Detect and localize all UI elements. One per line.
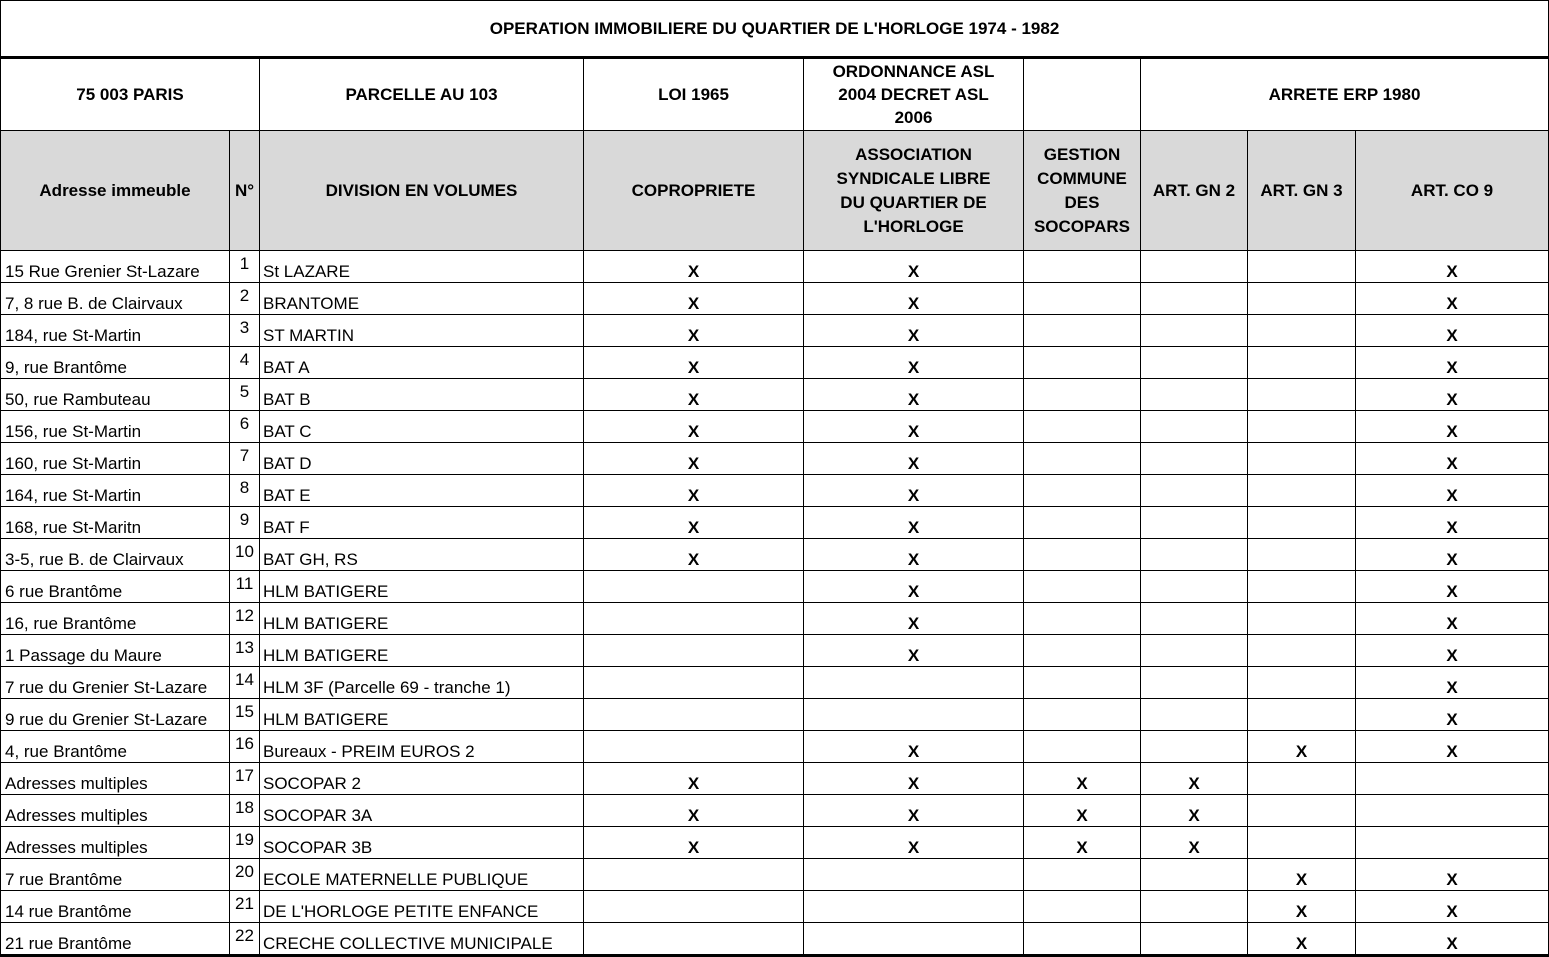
cell-division: BAT A <box>260 347 584 379</box>
table-row <box>1 827 1549 859</box>
table-row <box>1 763 1549 795</box>
cell-gn3-mark: X <box>1248 731 1356 763</box>
cell-co9-mark: X <box>1356 859 1549 891</box>
header-row-2 <box>1 131 1549 251</box>
cell-address: 7 rue Brantôme <box>1 859 230 891</box>
cell-gestion-mark: X <box>1024 763 1141 795</box>
table-row <box>1 731 1549 763</box>
title-row <box>1 1 1549 58</box>
cell-gn3-mark <box>1248 411 1356 443</box>
cell-division: SOCOPAR 3A <box>260 795 584 827</box>
cell-co9-mark: X <box>1356 411 1549 443</box>
cell-co9-mark: X <box>1356 507 1549 539</box>
cell-gestion-mark <box>1024 283 1141 315</box>
table-row <box>1 795 1549 827</box>
cell-num: 6 <box>230 411 260 443</box>
cell-address: 3-5, rue B. de Clairvaux <box>1 539 230 571</box>
cell-division: DE L'HORLOGE PETITE ENFANCE <box>260 891 584 923</box>
cell-gestion-mark <box>1024 251 1141 283</box>
cell-num: 2 <box>230 283 260 315</box>
cell-division: HLM BATIGERE <box>260 699 584 731</box>
cell-gn2-mark <box>1141 251 1248 283</box>
cell-copro-mark <box>584 635 804 667</box>
cell-gn2-mark <box>1141 923 1248 956</box>
cell-gestion-mark <box>1024 507 1141 539</box>
table-row <box>1 635 1549 667</box>
cell-gn2-mark: X <box>1141 827 1248 859</box>
cell-gn2-mark <box>1141 411 1248 443</box>
cell-division: Bureaux - PREIM EUROS 2 <box>260 731 584 763</box>
cell-num: 18 <box>230 795 260 827</box>
cell-gestion-mark <box>1024 923 1141 956</box>
cell-num: 21 <box>230 891 260 923</box>
header-row-1 <box>1 58 1549 131</box>
cell-copro-mark: X <box>584 443 804 475</box>
cell-copro-mark: X <box>584 347 804 379</box>
cell-gn2-mark <box>1141 859 1248 891</box>
cell-division: BAT D <box>260 443 584 475</box>
cell-gn3-mark <box>1248 507 1356 539</box>
table-row <box>1 923 1549 956</box>
cell-gn2-mark <box>1141 699 1248 731</box>
cell-gestion-mark <box>1024 667 1141 699</box>
cell-num: 16 <box>230 731 260 763</box>
cell-gn2-mark <box>1141 315 1248 347</box>
cell-num: 12 <box>230 603 260 635</box>
cell-co9-mark: X <box>1356 539 1549 571</box>
cell-address: 164, rue St-Martin <box>1 475 230 507</box>
cell-asl-mark: X <box>804 795 1024 827</box>
cell-gn3-mark <box>1248 827 1356 859</box>
cell-co9-mark <box>1356 795 1549 827</box>
cell-asl-mark: X <box>804 443 1024 475</box>
col-address: Adresse immeuble <box>1 131 230 251</box>
cell-gestion-mark <box>1024 859 1141 891</box>
table-row <box>1 411 1549 443</box>
cell-gn3-mark <box>1248 315 1356 347</box>
table-title: OPERATION IMMOBILIERE DU QUARTIER DE L'HORLOGE 1974 - 1982 <box>1 1 1549 58</box>
table-row <box>1 251 1549 283</box>
cell-asl-mark: X <box>804 635 1024 667</box>
cell-address: 160, rue St-Martin <box>1 443 230 475</box>
cell-division: St LAZARE <box>260 251 584 283</box>
cell-gn3-mark <box>1248 539 1356 571</box>
cell-gn3-mark <box>1248 635 1356 667</box>
cell-division: BAT C <box>260 411 584 443</box>
cell-gn2-mark <box>1141 571 1248 603</box>
cell-num: 5 <box>230 379 260 411</box>
cell-division: ECOLE MATERNELLE PUBLIQUE <box>260 859 584 891</box>
cell-gn2-mark: X <box>1141 763 1248 795</box>
cell-gn2-mark <box>1141 475 1248 507</box>
cell-gestion-mark <box>1024 635 1141 667</box>
header-city: 75 003 PARIS <box>1 58 260 131</box>
cell-co9-mark: X <box>1356 635 1549 667</box>
cell-co9-mark <box>1356 827 1549 859</box>
cell-gn3-mark <box>1248 251 1356 283</box>
cell-gn2-mark <box>1141 891 1248 923</box>
cell-address: 7, 8 rue B. de Clairvaux <box>1 283 230 315</box>
cell-asl-mark <box>804 859 1024 891</box>
cell-address: 4, rue Brantôme <box>1 731 230 763</box>
cell-asl-mark <box>804 699 1024 731</box>
cell-address: 7 rue du Grenier St-Lazare <box>1 667 230 699</box>
table-row <box>1 571 1549 603</box>
cell-division: HLM 3F (Parcelle 69 - tranche 1) <box>260 667 584 699</box>
cell-division: SOCOPAR 3B <box>260 827 584 859</box>
table-row <box>1 859 1549 891</box>
cell-copro-mark: X <box>584 315 804 347</box>
cell-asl-mark: X <box>804 571 1024 603</box>
cell-gn2-mark: X <box>1141 795 1248 827</box>
col-co9: ART. CO 9 <box>1356 131 1549 251</box>
cell-address: 21 rue Brantôme <box>1 923 230 956</box>
table-row <box>1 603 1549 635</box>
cell-gn3-mark <box>1248 571 1356 603</box>
cell-address: 16, rue Brantôme <box>1 603 230 635</box>
cell-asl-mark: X <box>804 603 1024 635</box>
cell-num: 10 <box>230 539 260 571</box>
cell-division: BAT E <box>260 475 584 507</box>
cell-copro-mark: X <box>584 539 804 571</box>
cell-asl-mark: X <box>804 347 1024 379</box>
cell-address: 50, rue Rambuteau <box>1 379 230 411</box>
col-number: N° <box>230 131 260 251</box>
cell-co9-mark: X <box>1356 731 1549 763</box>
table-row <box>1 347 1549 379</box>
cell-copro-mark: X <box>584 411 804 443</box>
cell-copro-mark: X <box>584 827 804 859</box>
cell-gn3-mark: X <box>1248 923 1356 956</box>
cell-gestion-mark <box>1024 475 1141 507</box>
cell-num: 8 <box>230 475 260 507</box>
cell-gn3-mark <box>1248 475 1356 507</box>
cell-copro-mark <box>584 699 804 731</box>
cell-asl-mark: X <box>804 507 1024 539</box>
cell-copro-mark <box>584 859 804 891</box>
cell-co9-mark: X <box>1356 923 1549 956</box>
cell-co9-mark: X <box>1356 475 1549 507</box>
cell-gestion-mark <box>1024 315 1141 347</box>
cell-division: SOCOPAR 2 <box>260 763 584 795</box>
cell-asl-mark <box>804 923 1024 956</box>
cell-division: HLM BATIGERE <box>260 603 584 635</box>
cell-gn3-mark <box>1248 379 1356 411</box>
cell-copro-mark <box>584 603 804 635</box>
cell-num: 22 <box>230 923 260 956</box>
cell-gn2-mark <box>1141 283 1248 315</box>
table-row <box>1 283 1549 315</box>
cell-gn3-mark: X <box>1248 859 1356 891</box>
cell-asl-mark: X <box>804 827 1024 859</box>
cell-copro-mark <box>584 923 804 956</box>
cell-gn3-mark <box>1248 667 1356 699</box>
cell-address: Adresses multiples <box>1 795 230 827</box>
cell-co9-mark <box>1356 763 1549 795</box>
table-row <box>1 667 1549 699</box>
col-asl: ASSOCIATION SYNDICALE LIBRE DU QUARTIER DE L'HORLOGE <box>804 131 1024 251</box>
cell-copro-mark <box>584 731 804 763</box>
cell-copro-mark: X <box>584 251 804 283</box>
cell-gestion-mark: X <box>1024 827 1141 859</box>
cell-co9-mark: X <box>1356 315 1549 347</box>
cell-asl-mark <box>804 891 1024 923</box>
cell-address: 9 rue du Grenier St-Lazare <box>1 699 230 731</box>
cell-division: HLM BATIGERE <box>260 635 584 667</box>
cell-copro-mark: X <box>584 507 804 539</box>
header-empty <box>1024 58 1141 131</box>
cell-gn3-mark <box>1248 795 1356 827</box>
cell-gestion-mark <box>1024 603 1141 635</box>
cell-copro-mark <box>584 667 804 699</box>
cell-asl-mark: X <box>804 539 1024 571</box>
cell-num: 15 <box>230 699 260 731</box>
header-law: LOI 1965 <box>584 58 804 131</box>
col-gn3: ART. GN 3 <box>1248 131 1356 251</box>
cell-num: 14 <box>230 667 260 699</box>
cell-gestion-mark <box>1024 379 1141 411</box>
cell-gn3-mark <box>1248 603 1356 635</box>
cell-asl-mark <box>804 667 1024 699</box>
cell-asl-mark: X <box>804 315 1024 347</box>
cell-gn3-mark <box>1248 763 1356 795</box>
cell-num: 20 <box>230 859 260 891</box>
cell-num: 7 <box>230 443 260 475</box>
cell-gn2-mark <box>1141 731 1248 763</box>
cell-address: 14 rue Brantôme <box>1 891 230 923</box>
table-row <box>1 507 1549 539</box>
col-division: DIVISION EN VOLUMES <box>260 131 584 251</box>
cell-num: 4 <box>230 347 260 379</box>
cell-gn2-mark <box>1141 539 1248 571</box>
col-gn2: ART. GN 2 <box>1141 131 1248 251</box>
cell-gestion-mark: X <box>1024 795 1141 827</box>
cell-division: BAT F <box>260 507 584 539</box>
cell-num: 11 <box>230 571 260 603</box>
cell-address: 9, rue Brantôme <box>1 347 230 379</box>
cell-num: 13 <box>230 635 260 667</box>
table-row <box>1 379 1549 411</box>
col-gestion: GESTION COMMUNE DES SOCOPARS <box>1024 131 1141 251</box>
cell-asl-mark: X <box>804 251 1024 283</box>
cell-address: 184, rue St-Martin <box>1 315 230 347</box>
table-row <box>1 539 1549 571</box>
cell-address: 1 Passage du Maure <box>1 635 230 667</box>
cell-copro-mark <box>584 571 804 603</box>
cell-gn3-mark <box>1248 699 1356 731</box>
cell-co9-mark: X <box>1356 891 1549 923</box>
cell-copro-mark <box>584 891 804 923</box>
cell-gestion-mark <box>1024 891 1141 923</box>
header-erp: ARRETE ERP 1980 <box>1141 58 1549 131</box>
cell-address: 15 Rue Grenier St-Lazare <box>1 251 230 283</box>
cell-num: 19 <box>230 827 260 859</box>
cell-gestion-mark <box>1024 571 1141 603</box>
table-row <box>1 315 1549 347</box>
cell-address: 6 rue Brantôme <box>1 571 230 603</box>
cell-co9-mark: X <box>1356 667 1549 699</box>
cell-asl-mark: X <box>804 411 1024 443</box>
cell-co9-mark: X <box>1356 251 1549 283</box>
cell-gn2-mark <box>1141 443 1248 475</box>
cell-gn3-mark <box>1248 283 1356 315</box>
cell-address: Adresses multiples <box>1 763 230 795</box>
cell-division: ST MARTIN <box>260 315 584 347</box>
cell-gestion-mark <box>1024 411 1141 443</box>
cell-address: Adresses multiples <box>1 827 230 859</box>
cell-co9-mark: X <box>1356 603 1549 635</box>
cell-gn2-mark <box>1141 507 1248 539</box>
cell-gestion-mark <box>1024 539 1141 571</box>
cell-gn2-mark <box>1141 667 1248 699</box>
table-row <box>1 891 1549 923</box>
cell-co9-mark: X <box>1356 699 1549 731</box>
cell-num: 9 <box>230 507 260 539</box>
cell-asl-mark: X <box>804 763 1024 795</box>
cell-address: 168, rue St-Maritn <box>1 507 230 539</box>
cell-asl-mark: X <box>804 379 1024 411</box>
cell-asl-mark: X <box>804 283 1024 315</box>
cell-gn2-mark <box>1141 635 1248 667</box>
cell-division: BAT GH, RS <box>260 539 584 571</box>
cell-asl-mark: X <box>804 731 1024 763</box>
cell-co9-mark: X <box>1356 283 1549 315</box>
cell-co9-mark: X <box>1356 443 1549 475</box>
cell-copro-mark: X <box>584 475 804 507</box>
col-copro: COPROPRIETE <box>584 131 804 251</box>
cell-gn2-mark <box>1141 379 1248 411</box>
cell-num: 1 <box>230 251 260 283</box>
cell-division: BAT B <box>260 379 584 411</box>
cell-gn2-mark <box>1141 347 1248 379</box>
table-row <box>1 699 1549 731</box>
cell-copro-mark: X <box>584 283 804 315</box>
cell-num: 17 <box>230 763 260 795</box>
cell-gestion-mark <box>1024 699 1141 731</box>
cell-copro-mark: X <box>584 795 804 827</box>
cell-gestion-mark <box>1024 731 1141 763</box>
table-row <box>1 443 1549 475</box>
cell-copro-mark: X <box>584 763 804 795</box>
cell-address: 156, rue St-Martin <box>1 411 230 443</box>
cell-gestion-mark <box>1024 443 1141 475</box>
cell-num: 3 <box>230 315 260 347</box>
cell-copro-mark: X <box>584 379 804 411</box>
cell-division: HLM BATIGERE <box>260 571 584 603</box>
cell-asl-mark: X <box>804 475 1024 507</box>
cell-gn3-mark <box>1248 443 1356 475</box>
cell-gn3-mark: X <box>1248 891 1356 923</box>
cell-gestion-mark <box>1024 347 1141 379</box>
cell-co9-mark: X <box>1356 347 1549 379</box>
cell-division: CRECHE COLLECTIVE MUNICIPALE <box>260 923 584 956</box>
cell-gn2-mark <box>1141 603 1248 635</box>
cell-co9-mark: X <box>1356 571 1549 603</box>
header-parcel: PARCELLE AU 103 <box>260 58 584 131</box>
cell-gn3-mark <box>1248 347 1356 379</box>
cell-division: BRANTOME <box>260 283 584 315</box>
table-row <box>1 475 1549 507</box>
header-ordinance: ORDONNANCE ASL 2004 DECRET ASL 2006 <box>804 58 1024 131</box>
cell-co9-mark: X <box>1356 379 1549 411</box>
